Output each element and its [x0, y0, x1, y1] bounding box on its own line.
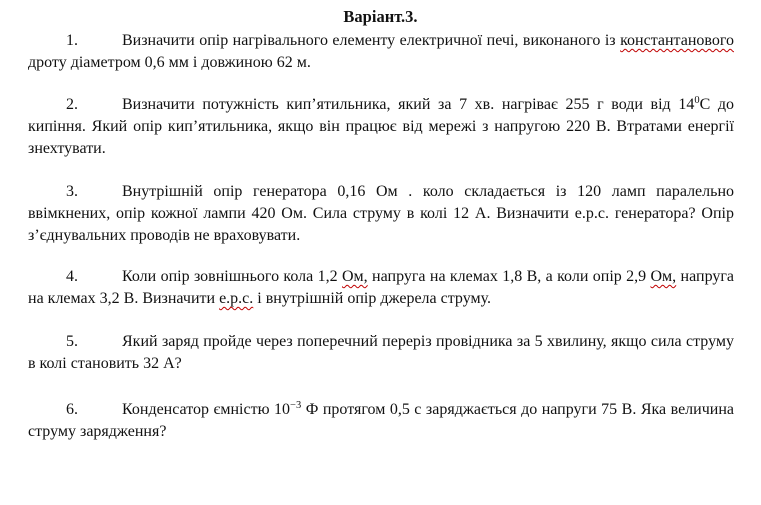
task-text: напруга на клемах 1,8 В, а коли опір 2,9 [367, 268, 651, 285]
spellcheck-word: Ом, [650, 268, 677, 285]
task-4 [28, 266, 734, 310]
task-text: С до кипіння. Який опір кип’ятильника, якщо він працює від мережі з напругою 220 В. Втратами енергії знехтувати. [28, 96, 735, 157]
task-text: і внутрішній опір джерела струму. [253, 290, 492, 307]
task-text: напруга на клемах 3,2 В. Визначити [28, 268, 735, 307]
task-text: Визначити опір нагрівального елементу електричної печі, виконаного із [122, 32, 621, 49]
task-number: 6. [66, 401, 78, 418]
task-number: 1. [66, 32, 78, 49]
task-6 [28, 399, 734, 443]
superscript: −3 [290, 400, 302, 411]
task-text: Конденсатор ємністю 10 [122, 401, 291, 418]
task-1 [28, 30, 734, 74]
spellcheck-word: Ом, [342, 268, 368, 285]
task-number: 4. [66, 268, 78, 285]
superscript: 0 [694, 95, 700, 106]
task-text: Внутрішній опір генератора 0,16 Ом . коло складається із 120 ламп паралельно ввімкнених, опір кожної лампи 420 Ом. Сила струму в колі 12 А. Визначити е.р.с. генератора? Опір з’єднувальних проводів не враховувати. [28, 183, 734, 244]
task-text: Який заряд пройде через поперечний переріз провідника за 5 хвилину, якщо сила струму в колі становить 32 А? [28, 333, 734, 372]
task-number: 2. [66, 96, 78, 113]
spellcheck-word: константанового [620, 32, 734, 49]
task-text: Визначити потужність кип’ятильника, який за 7 хв. нагріває 255 г води від 14 [122, 96, 695, 113]
variant-title: Варіант.3. [343, 7, 418, 26]
task-text: дроту діаметром 0,6 мм і довжиною 62 м. [28, 54, 311, 71]
spellcheck-word: е.р.с. [219, 290, 254, 307]
task-3 [28, 181, 734, 247]
task-number: 5. [66, 333, 78, 350]
task-text: Ф протягом 0,5 с заряджається до напруги 75 В. Яка величина струму зарядження? [28, 401, 734, 440]
task-number: 3. [66, 183, 78, 200]
task-2 [28, 94, 734, 160]
task-5 [28, 331, 734, 375]
task-text: Коли опір зовнішнього кола 1,2 [122, 268, 342, 285]
